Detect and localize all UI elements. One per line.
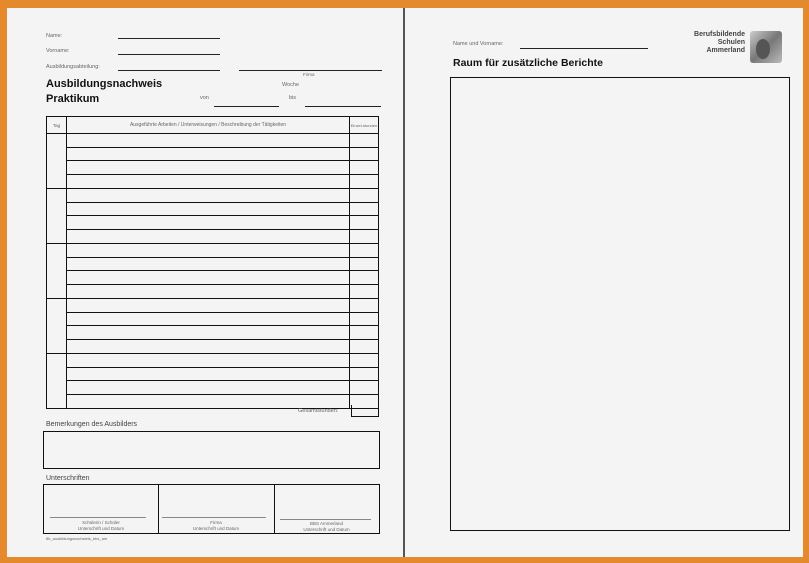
table-row [67, 258, 378, 272]
school-logo-icon [750, 31, 782, 63]
firma-caption: Firma [303, 72, 315, 77]
day-cell[interactable] [47, 354, 67, 408]
day-cell[interactable] [47, 244, 67, 298]
hours-cell[interactable] [350, 244, 378, 257]
table-row [67, 313, 378, 327]
bis-field[interactable] [305, 106, 381, 107]
table-row [67, 161, 378, 175]
description-cell[interactable] [67, 189, 350, 202]
table-row [67, 285, 378, 299]
hours-cell[interactable] [350, 354, 378, 367]
day-cell[interactable] [47, 299, 67, 353]
hours-cell[interactable] [350, 285, 378, 299]
table-row [67, 203, 378, 217]
hours-cell[interactable] [350, 175, 378, 189]
hours-cell[interactable] [350, 326, 378, 339]
table-row [67, 340, 378, 354]
table-row [67, 368, 378, 382]
signature-firma[interactable]: Firma Unterschrift und Datum [158, 485, 275, 533]
name-label: Name: [46, 33, 63, 39]
description-cell[interactable] [67, 285, 350, 299]
table-header [47, 117, 378, 134]
description-cell[interactable] [67, 354, 350, 367]
day-group [47, 354, 378, 408]
school-logo-text: Berufsbildende Schulen Ammerland [694, 31, 745, 54]
description-cell[interactable] [67, 175, 350, 189]
table-row [67, 134, 378, 148]
day-cell[interactable] [47, 134, 67, 188]
hours-cell[interactable] [350, 381, 378, 394]
footer-note: 8b_ausbildungsnachweis_bbs_am [46, 536, 108, 541]
vorname-label: Vorname: [46, 48, 70, 54]
hours-cell[interactable] [350, 258, 378, 271]
title-praktikum: Praktikum [46, 93, 100, 105]
signature-student[interactable]: Schülerin / Schüler Unterschrift und Datum [44, 485, 159, 533]
header-tag: Tag [47, 117, 67, 133]
hours-cell[interactable] [350, 230, 378, 244]
total-hours-label: Gesamtstunden: [298, 408, 339, 414]
hours-cell[interactable] [350, 134, 378, 147]
table-row [67, 148, 378, 162]
table-row [67, 175, 378, 189]
bis-label: bis [289, 95, 297, 101]
description-cell[interactable] [67, 161, 350, 174]
description-cell[interactable] [67, 395, 350, 409]
hours-cell[interactable] [350, 161, 378, 174]
remarks-label: Bemerkungen des Ausbilders [46, 421, 138, 428]
day-group [47, 189, 378, 244]
description-cell[interactable] [67, 216, 350, 229]
firma-field[interactable] [239, 70, 382, 71]
hours-cell[interactable] [350, 216, 378, 229]
name-field[interactable] [118, 38, 220, 39]
signature-bbs[interactable]: BBS Ammerland Unterschrift und Datum [274, 485, 379, 533]
hours-cell[interactable] [350, 368, 378, 381]
description-cell[interactable] [67, 230, 350, 244]
hours-cell[interactable] [350, 299, 378, 312]
description-cell[interactable] [67, 340, 350, 354]
hours-cell[interactable] [350, 148, 378, 161]
day-cell[interactable] [47, 189, 67, 243]
total-hours-field[interactable] [351, 405, 379, 417]
header-description: Ausgeführte Arbeiten / Unterweisungen / Beschreibung der Tätigkeiten [67, 117, 350, 133]
description-cell[interactable] [67, 148, 350, 161]
page-divider [403, 8, 405, 557]
table-row [67, 244, 378, 258]
von-field[interactable] [214, 106, 279, 107]
description-cell[interactable] [67, 368, 350, 381]
name-vorname-label: Name und Vorname: [453, 41, 504, 47]
table-row [67, 395, 378, 409]
hours-cell[interactable] [350, 340, 378, 354]
table-row [67, 354, 378, 368]
description-cell[interactable] [67, 313, 350, 326]
description-cell[interactable] [67, 134, 350, 147]
description-cell[interactable] [67, 244, 350, 257]
table-row [67, 381, 378, 395]
name-vorname-field[interactable] [520, 48, 648, 49]
table-row [67, 230, 378, 244]
von-label: von [200, 95, 209, 101]
hours-cell[interactable] [350, 271, 378, 284]
hours-cell[interactable] [350, 203, 378, 216]
signatures-label: Unterschriften [46, 475, 90, 482]
description-cell[interactable] [67, 326, 350, 339]
activity-table [46, 116, 379, 409]
table-row [67, 326, 378, 340]
description-cell[interactable] [67, 258, 350, 271]
vorname-field[interactable] [118, 54, 220, 55]
extra-reports-title: Raum für zusätzliche Berichte [453, 57, 603, 69]
description-cell[interactable] [67, 299, 350, 312]
table-row [67, 216, 378, 230]
table-row [67, 299, 378, 313]
extra-reports-box[interactable] [450, 77, 790, 531]
hours-cell[interactable] [350, 189, 378, 202]
signatures-box [43, 484, 380, 534]
day-group [47, 134, 378, 189]
remarks-box[interactable] [43, 431, 380, 469]
hours-cell[interactable] [350, 313, 378, 326]
description-cell[interactable] [67, 271, 350, 284]
description-cell[interactable] [67, 203, 350, 216]
title-ausbildungsnachweis: Ausbildungsnachweis [46, 78, 163, 90]
table-row [67, 189, 378, 203]
abteilung-label: Ausbildungsabteilung: [46, 64, 100, 70]
woche-label: Woche [282, 82, 300, 88]
day-group [47, 299, 378, 354]
day-group [47, 244, 378, 299]
description-cell[interactable] [67, 381, 350, 394]
header-hours: Einzel-stunden [350, 122, 378, 128]
table-row [67, 271, 378, 285]
abteilung-field[interactable] [118, 70, 220, 71]
